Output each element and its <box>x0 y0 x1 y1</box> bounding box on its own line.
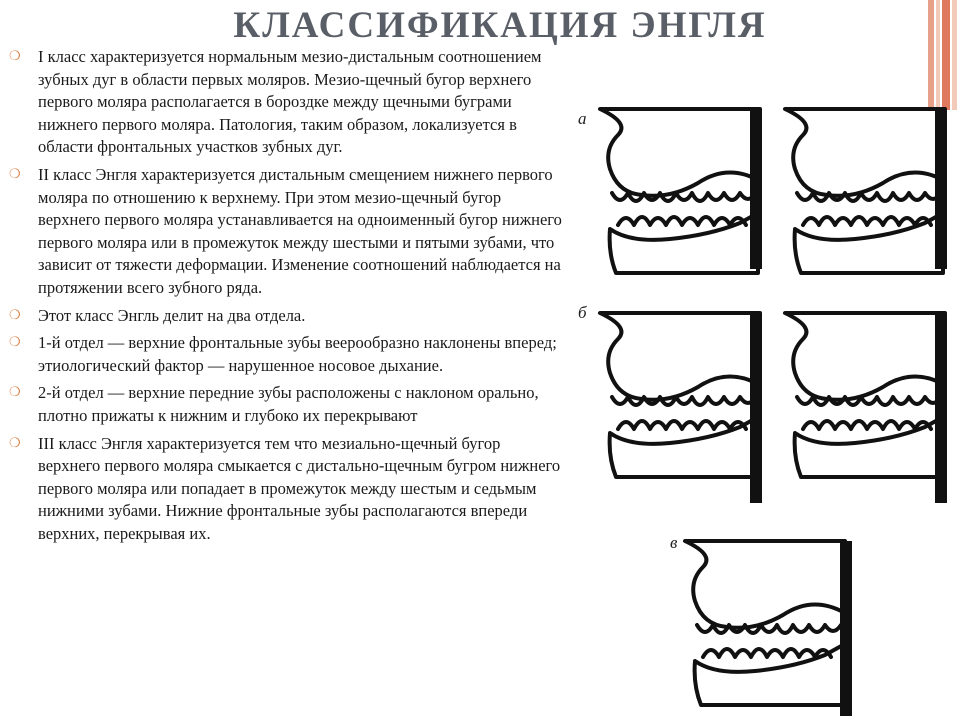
list-item <box>8 433 566 546</box>
class-c-jaw <box>685 541 852 716</box>
circle-bullet-icon: ❍ <box>9 384 21 400</box>
class-a-left-jaw <box>600 109 762 273</box>
list-item <box>8 382 566 427</box>
figure-label-b: б <box>578 303 587 322</box>
class-a-right-jaw <box>785 109 947 273</box>
bullet-text: 1-й отдел — верхние фронтальные зубы веерообразно наклонены вперед; этиологический фактор — нарушенное носовое дыхание. <box>38 333 557 375</box>
class-b-right-jaw <box>785 313 947 503</box>
bullet-text: II класс Энгля характеризуется дистальным смещением нижнего первого моляра по отношению к верхнему. При этом мезио-щечный бугор верхнего первого моляра устанавливается на одноименный бугор нижнего первого моляра или в промежуток между шестыми и пятыми зубами, что зависит от тяжести деформации. Изменение соотношений наблюдается на протяжении всего зубного ряда. <box>38 164 562 297</box>
circle-bullet-icon: ❍ <box>9 334 21 350</box>
figure-label-a: а <box>578 109 587 128</box>
angle-classes-illustration <box>570 95 955 720</box>
figure-label-c: в <box>670 533 678 552</box>
decorative-stripes <box>926 0 960 110</box>
bullet-text: I класс характеризуется нормальным мезио-дистальным соотношением зубных дуг в области первых моляров. Мезио-щечный бугор верхнего первого моляра располагается в бороздке между щечными буграми нижнего первого моляра. Патология, таким образом, локализуется в области фронтальных участков зубных дуг. <box>38 47 542 157</box>
list-item <box>8 305 566 328</box>
circle-bullet-icon: ❍ <box>9 165 21 181</box>
circle-bullet-icon: ❍ <box>9 306 21 322</box>
stripe-4 <box>952 0 957 110</box>
list-item <box>8 332 566 377</box>
dental-occlusion-drawings <box>570 95 955 720</box>
list-item <box>8 164 566 300</box>
stripe-2 <box>936 0 940 110</box>
bullet-text: Этот класс Энгль делит на два отдела. <box>38 305 306 325</box>
page-title: КЛАССИФИКАЦИЯ ЭНГЛЯ <box>233 5 767 46</box>
bullet-text: 2-й отдел — верхние передние зубы расположены с наклоном орально, плотно прижаты к нижним и глубоко их перекрывают <box>38 383 539 425</box>
bullet-text: III класс Энгля характеризуется тем что мезиально-щечный бугор верхнего первого моляра смыкается с дистально-щечным бугром нижнего первого моляра или попадает в промежуток между шестым и седьмым нижними зубами. Нижние фронтальные зубы располагаются впереди верхних, перекрывая их. <box>38 433 561 543</box>
class-b-left-jaw <box>600 313 762 503</box>
circle-bullet-icon: ❍ <box>9 48 21 63</box>
list-item <box>8 46 566 159</box>
bullet-list <box>8 46 566 550</box>
stripe-3 <box>942 0 950 110</box>
circle-bullet-icon: ❍ <box>9 434 21 450</box>
stripe-1 <box>928 0 934 110</box>
